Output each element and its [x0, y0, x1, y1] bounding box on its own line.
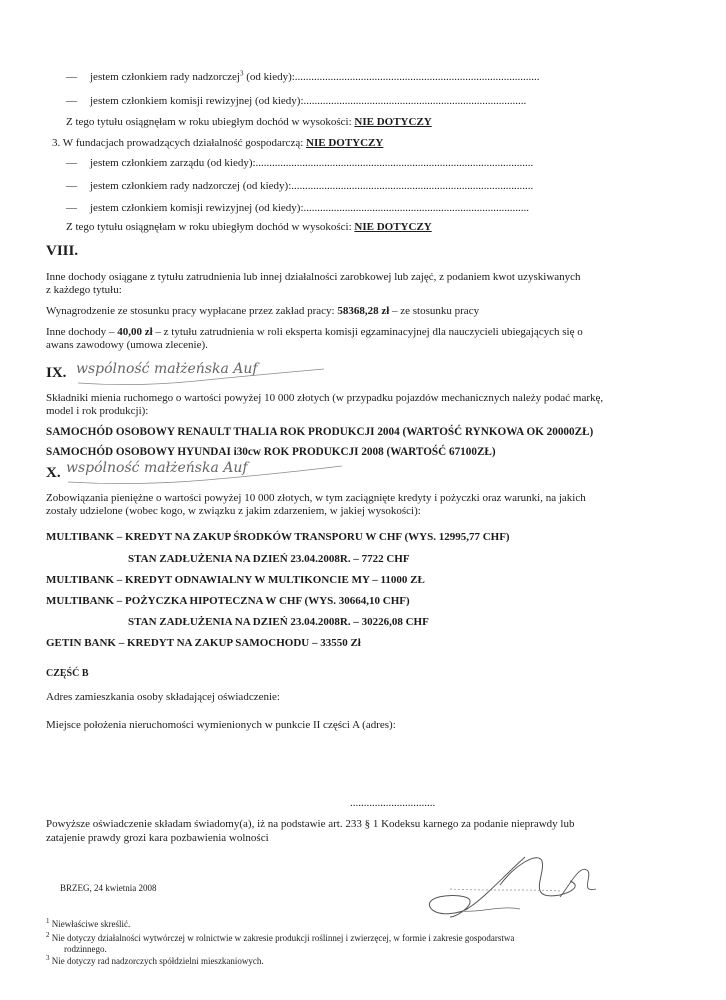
residence-address-label: Adres zamieszkania osoby składającej oświadczenie: — [46, 691, 280, 703]
item-label: 3. W fundacjach prowadzących działalność gospodarczą: — [52, 137, 307, 149]
debt-entry-1-balance: STAN ZADŁUŻENIA NA DZIEŃ 23.04.2008R. – 7722 CHF — [128, 553, 410, 565]
footnote-2 — [46, 933, 514, 944]
scribble-underline — [66, 460, 346, 488]
declaration-line-1: Powyższe oświadczenie składam świadomy(a), iż na podstawie art. 233 § 1 Kodeksu karnego za podanie nieprawdy lub — [46, 818, 575, 830]
audit-committee-line: jestem członkiem komisji rewizyjnej (od kiedy):................................................................................. — [90, 95, 527, 107]
foundations-item — [52, 137, 383, 150]
footnote-text: Nie dotyczy rad nadzorczych spółdzielni mieszkaniowych. — [49, 956, 264, 966]
dash: — — [66, 202, 77, 214]
dash: — — [66, 95, 77, 107]
other-tail: – z tytułu zatrudnienia w roli eksperta komisji egzaminacyjnej dla nauczycieli ubiegających się o — [152, 326, 583, 338]
other-income-intro-2: z każdego tytułu: — [46, 284, 122, 296]
property-location-label: Miejsce położenia nieruchomości wymienionych w punkcie II części A (adres): — [46, 719, 396, 731]
car-entry-2: SAMOCHÓD OSOBOWY HYUNDAI i30cw ROK PRODUKCJI 2008 (WARTOŚĆ 67100ZŁ) — [46, 446, 496, 458]
liabilities-intro: Zobowiązania pieniężne o wartości powyżej 10 000 złotych, w tym zaciągnięte kredyty i pożyczki oraz warunki, na jakich — [46, 492, 586, 504]
income-line — [66, 116, 432, 129]
debt-entry-3-balance: STAN ZADŁUŻENIA NA DZIEŃ 23.04.2008R. – 30226,08 CHF — [128, 616, 429, 628]
footnote-text: Nie dotyczy działalności wytwórczej w rolnictwie w zakresie produkcji roślinnej i zwierzęcej, w formie i zakresie gospodarstwa — [49, 933, 515, 943]
part-b-heading: CZĘŚĆ B — [46, 668, 89, 679]
footnote-number: 2 — [46, 931, 50, 939]
section-heading-x: X. — [46, 465, 61, 481]
item-value: NIE DOTYCZY — [306, 137, 384, 149]
signature — [410, 845, 610, 925]
handwritten-note — [76, 361, 326, 389]
income-line-2 — [66, 221, 432, 234]
income-value: NIE DOTYCZY — [354, 221, 432, 233]
other-income-intro: Inne dochody osiągane z tytułu zatrudnienia lub innej działalności zarobkowej lub zajęć, z podaniem kwot uzyskiwanych — [46, 271, 581, 283]
car-entry-1: SAMOCHÓD OSOBOWY RENAULT THALIA ROK PRODUKCJI 2004 (WARTOŚĆ RYNKOWA OK 20000ZŁ) — [46, 426, 594, 438]
income-value: NIE DOTYCZY — [354, 116, 432, 128]
footnote-2-continued: rodzinnego. — [64, 944, 107, 954]
line-text: jestem członkiem rady nadzorczej — [90, 71, 240, 83]
supervisory-board-line — [90, 71, 540, 84]
handwritten-text: wspólność małżeńska Auf — [76, 361, 258, 377]
income-label: Z tego tytułu osiągnęłam w roku ubiegłym dochód w wysokości: — [66, 221, 355, 233]
salary-line — [46, 305, 479, 318]
management-board-line: jestem członkiem zarządu (od kiedy):..................................................................................................... — [90, 157, 534, 169]
declaration-line-2: zatajenie prawdy grozi kara pozbawienia wolności — [46, 832, 269, 844]
dash: — — [66, 180, 77, 192]
place-date: BRZEG, 24 kwietnia 2008 — [60, 883, 157, 893]
footnote-number: 1 — [46, 917, 50, 925]
supervisory-board-line-2: jestem członkiem rady nadzorczej (od kiedy):........................................................................................ — [90, 180, 534, 192]
footnote-1 — [46, 919, 130, 930]
footnote-number: 3 — [46, 954, 50, 962]
dash: — — [66, 71, 77, 83]
signature-dots: ............................... — [350, 797, 436, 809]
movable-property-intro-2: model i rok produkcji): — [46, 405, 149, 417]
income-label: Z tego tytułu osiągnęłam w roku ubiegłym dochód w wysokości: — [66, 116, 355, 128]
other-value: 40,00 zł — [117, 326, 153, 338]
movable-property-intro: Składniki mienia ruchomego o wartości powyżej 10 000 złotych (w przypadku pojazdów mechanicznych należy podać markę, — [46, 392, 604, 404]
scribble-underline — [76, 361, 326, 389]
audit-committee-line-2: jestem członkiem komisji rewizyjnej (od kiedy):.................................................................................. — [90, 202, 530, 214]
handwritten-note-2 — [66, 460, 346, 488]
debt-entry-2: MULTIBANK – KREDYT ODNAWIALNY W MULTIKONCIE MY – 11000 ZŁ — [46, 574, 425, 586]
footnote-3 — [46, 956, 264, 967]
salary-tail: – ze stosunku pracy — [389, 305, 480, 317]
line-tail: (od kiedy):......................................................................................... — [243, 71, 540, 83]
footnote-text: Niewłaściwe skreślić. — [49, 919, 131, 929]
salary-label: Wynagrodzenie ze stosunku pracy wypłacane przez zakład pracy: — [46, 305, 338, 317]
other-income-line-2: awans zawodowy (umowa zlecenie). — [46, 339, 208, 351]
handwritten-text: wspólność małżeńska Auf — [66, 460, 248, 476]
salary-value: 58368,28 zł — [337, 305, 390, 317]
debt-entry-3: MULTIBANK – POŻYCZKA HIPOTECZNA W CHF (WYS. 30664,10 CHF) — [46, 595, 410, 607]
footnote-ref: 3 — [239, 69, 244, 78]
other-income-line — [46, 326, 583, 339]
section-heading-viii: VIII. — [46, 243, 79, 259]
dash: — — [66, 157, 77, 169]
debt-entry-4: GETIN BANK – KREDYT NA ZAKUP SAMOCHODU – 33550 Zł — [46, 637, 361, 649]
debt-entry-1: MULTIBANK – KREDYT NA ZAKUP ŚRODKÓW TRANSPORU W CHF (WYS. 12995,77 CHF) — [46, 531, 510, 543]
liabilities-intro-2: zostały udzielone (wobec kogo, w związku z jakim zdarzeniem, w jakiej wysokości): — [46, 505, 421, 517]
section-heading-ix: IX. — [46, 365, 67, 381]
other-label: Inne dochody – — [46, 326, 118, 338]
